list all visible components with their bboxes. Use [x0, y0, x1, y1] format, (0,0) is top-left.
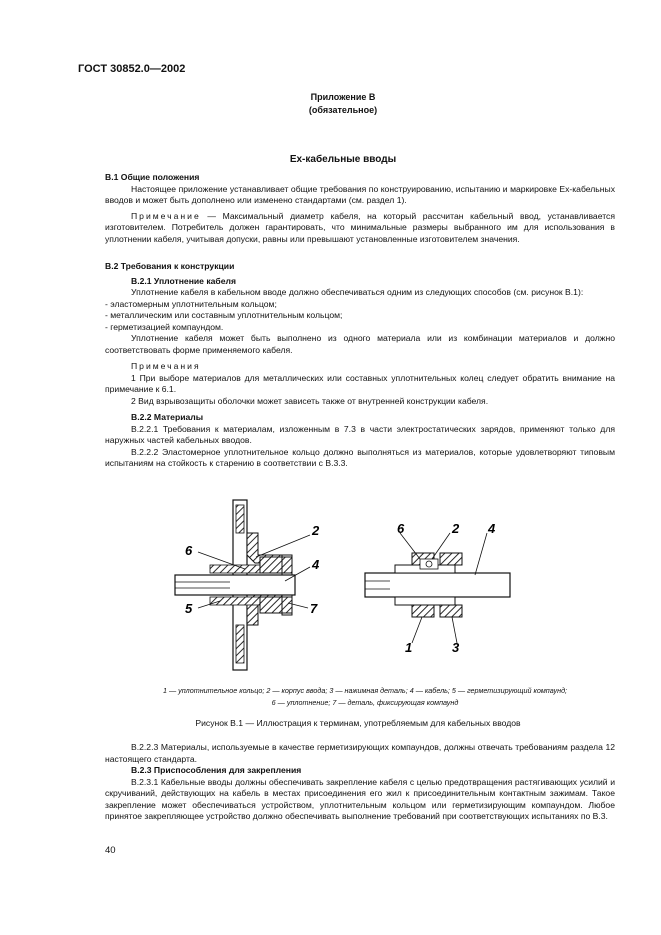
- section-b1: [105, 172, 615, 245]
- figure-legend: [105, 685, 625, 709]
- label-5-left: 5: [185, 601, 193, 616]
- legend-line-2: 6 — уплотнение; 7 — деталь, фиксирующая компаунд: [271, 698, 459, 707]
- list-item-3: - герметизацией компаундом.: [105, 321, 224, 332]
- para-b21: Уплотнение кабеля в кабельном вводе должно обеспечиваться одним из следующих способов (см. рисунок В.1):: [131, 287, 584, 297]
- heading-b2: В.2 Требования к конструкции: [105, 261, 235, 271]
- list-item-1: - эластомерным уплотнительным кольцом;: [105, 298, 277, 309]
- appendix-subtitle: (обязательное): [308, 105, 378, 115]
- heading-b1: В.1 Общие положения: [105, 172, 200, 182]
- note-b1: [105, 211, 615, 246]
- para-b223: В.2.2.3 Материалы, используемые в качестве герметизирующих компаундов, должны отвечать требованиям раздела 12 настоящего стандарта.: [105, 742, 615, 764]
- heading-b22: В.2.2 Материалы: [131, 412, 204, 422]
- para-b221: В.2.2.1 Требования к материалам, изложенным в 7.3 в части электростатических зарядов, применяют только для наружных частей кабельных вводов.: [105, 423, 615, 445]
- para-b1: Настоящее приложение устанавливает общие требования по конструированию, испытанию и маркировке Ех-кабельных вводов и может быть дополнено или изменено стандартами (см. раздел 1).: [105, 183, 615, 205]
- legend-line-1: 1 — уплотнительное кольцо; 2 — корпус ввода; 3 — нажимная деталь; 4 — кабель; 5 — герметизирующий компаунд;: [162, 686, 568, 695]
- figure-caption: Рисунок В.1 — Иллюстрация к терминам, употребляемым для кабельных вводов: [195, 718, 521, 728]
- label-1-right: 1: [405, 640, 413, 655]
- cable-entry-figure: [170, 495, 530, 680]
- para-b222: В.2.2.2 Эластомерное уплотнительное кольцо должно выполняться из материалов, которые удовлетворяют типовым испытаниям на стойкость к старению в соответствии с В.3.3.: [105, 446, 615, 468]
- appendix-title: Приложение В: [310, 92, 376, 102]
- label-6-left: 6: [185, 543, 193, 558]
- section-b2: [105, 261, 615, 470]
- label-7-left: 7: [310, 601, 318, 616]
- notes-label: Примечания: [131, 361, 201, 371]
- heading-b21: В.2.1 Уплотнение кабеля: [131, 275, 236, 286]
- note-2: 2 Вид взрывозащиты оболочки может зависеть также от внутренней конструкции кабеля.: [131, 395, 489, 406]
- label-6-right: 6: [397, 521, 405, 536]
- note-label: Примечание: [131, 210, 201, 221]
- heading-b23: В.2.3 Приспособления для закрепления: [131, 765, 302, 775]
- list-item-2: - металлическим или составным уплотнительным кольцом;: [105, 310, 343, 320]
- label-4-right: 4: [488, 521, 496, 536]
- para-b21-2: Уплотнение кабеля может быть выполнено из одного материала или из комбинации материалов и должно соответствовать форме применяемого кабеля.: [105, 333, 615, 355]
- label-2-left: 2: [312, 523, 320, 538]
- para-b231: В.2.3.1 Кабельные вводы должны обеспечивать закрепление кабеля с целью предотвращения растягивающих усилий и скручиваний, действующих на кабель в местах присоединения его жил к присоединительным контактным зажимам. Такое закрепление может обеспечиваться устройством, уплотнительным кольцом или герметизирующим компаундом. Любое принятое закрепляющее устройство должно обеспечивать выполнение требований при соответствующих испытаниях по В.3.: [105, 776, 615, 821]
- note-text: — Максимальный диаметр кабеля, на который рассчитан кабельный ввод, устанавливается изготовителем. Потребитель должен гарантировать, что минимальные размеры выбранного им для использования в уплотнении кабеля, учитывая допуски, равны или превышают установленные изготовителем значения.: [105, 210, 615, 244]
- label-4-left: 4: [312, 557, 320, 572]
- document-header: ГОСТ 30852.0—2002: [78, 63, 186, 75]
- main-title: Ех-кабельные вводы: [289, 154, 397, 165]
- label-3-right: 3: [452, 640, 460, 655]
- section-b223: [105, 742, 615, 823]
- left-drawing: [175, 500, 310, 670]
- right-drawing: [365, 533, 510, 643]
- note-1: 1 При выборе материалов для металлических или составных уплотнительных колец следует обратить внимание на примечание к 6.1.: [105, 372, 615, 394]
- label-2-right: 2: [452, 521, 460, 536]
- page-number: 40: [105, 845, 116, 856]
